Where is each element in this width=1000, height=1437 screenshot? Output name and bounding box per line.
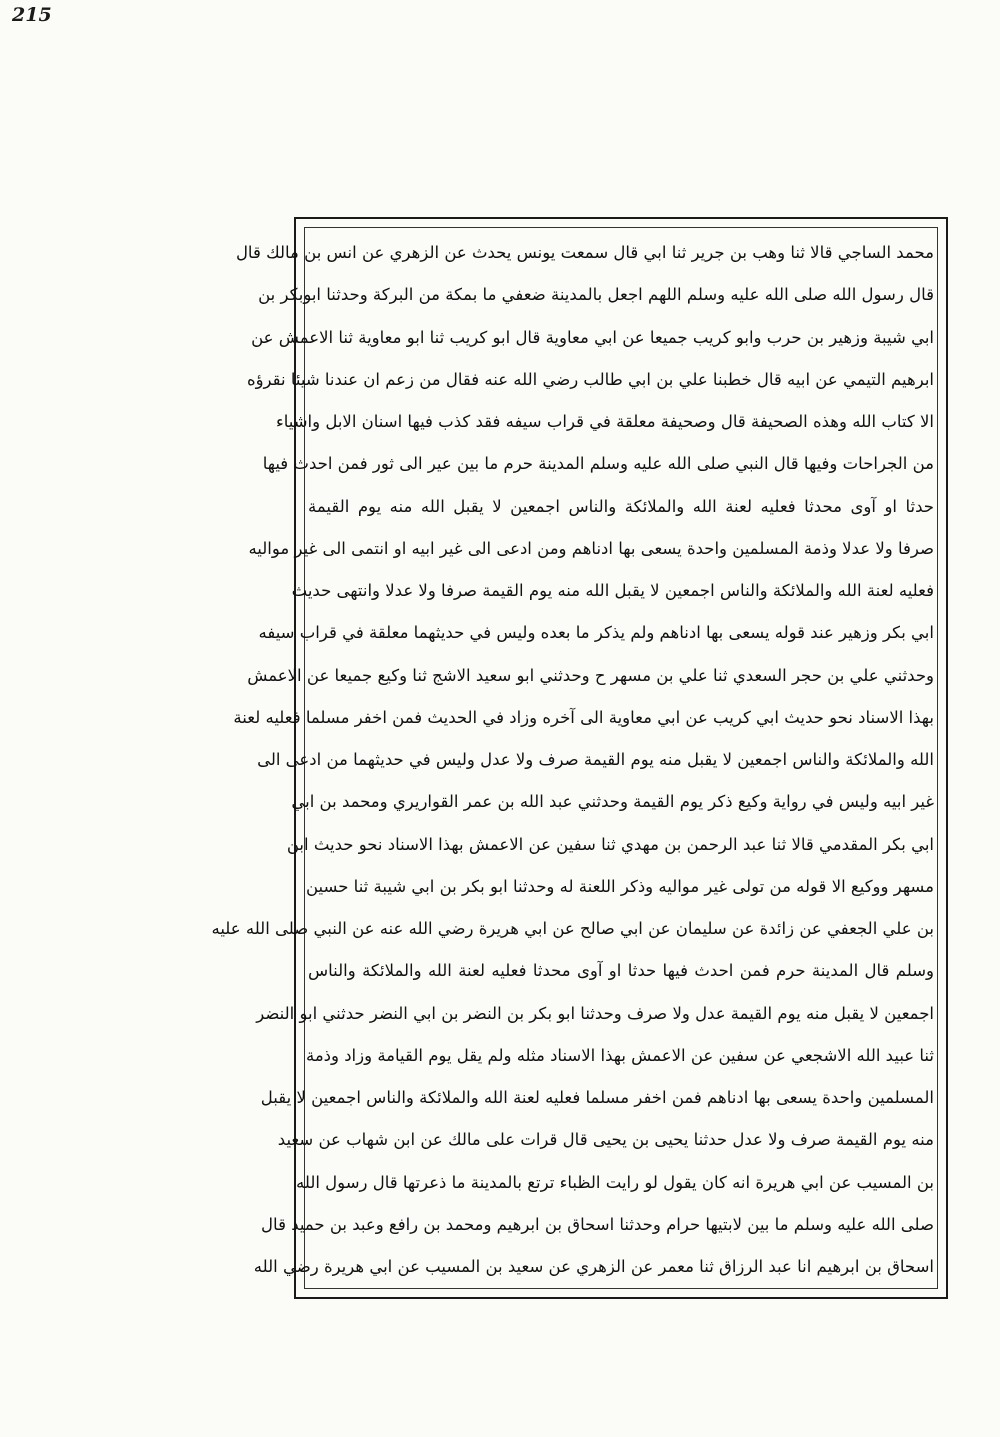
text-line: صرفا ولا عدلا وذمة المسلمين واحدة يسعى بها ادناهم ومن ادعى الى غير ابيه او انتمى الى غير مواليه xyxy=(248,538,934,558)
text-line: من الجراحات وفيها قال النبي صلى الله عليه وسلم المدينة حرم ما بين عير الى ثور فمن احدث فيها xyxy=(262,454,934,474)
text-line: ابي شيبة وزهير بن حرب وابو كريب جميعا عن ابي معاوية قال ابو كريب ثنا ابو معاوية ثنا الاعمش عن xyxy=(251,327,934,347)
text-line: ابي بكر وزهير عند قوله يسعى بها ادناهم ولم يذكر ما بعده وليس في حديثهما معلقة في قراب سيفه xyxy=(258,623,934,643)
text-line: غير ابيه وليس في رواية وكيع ذكر يوم القيمة وحدثني عبد الله بن عمر القواريري ومحمد بن ابي xyxy=(291,792,934,812)
text-line: مسهر ووكيع الا قوله من تولى غير مواليه وذكر اللعنة له وحدثنا ابو بكر بن ابي شيبة ثنا حسين xyxy=(305,876,934,896)
text-line: حدثا او آوى محدثا فعليه لعنة الله والملائكة والناس اجمعين لا يقبل الله منه يوم القيمة xyxy=(308,496,934,516)
text-line: قال رسول الله صلى الله عليه وسلم اللهم اجعل بالمدينة ضعفي ما بمكة من البركة وحدثنا ابوبكر بن xyxy=(258,285,934,305)
text-line: وحدثني علي بن حجر السعدي ثنا علي بن مسهر ح وحدثني ابو سعيد الاشج ثنا وكيع جميعا عن الاعمش xyxy=(247,665,934,685)
text-line: ابي بكر المقدمي قالا ثنا عبد الرحمن بن مهدي ثنا سفين عن الاعمش بهذا الاسناد نحو حديث ابن xyxy=(286,834,934,854)
text-line: فعليه لعنة الله والملائكة والناس اجمعين لا يقبل الله منه يوم القيمة صرفا ولا عدلا وانتهى حديث xyxy=(291,581,934,600)
text-line: محمد الساجي قالا ثنا وهب بن جرير ثنا ابي قال سمعت يونس يحدث عن الزهري عن انس بن مالك قال xyxy=(235,243,934,262)
text-line: المسلمين واحدة يسعى بها ادناهم فمن اخفر مسلما فعليه لعنة الله والملائكة والناس اجمعين لا يقبل xyxy=(260,1088,934,1107)
text-line: ثنا عبيد الله الاشجعي عن سفين عن الاعمش بهذا الاسناد مثله ولم يقل يوم القيامة وزاد وذمة xyxy=(305,1045,934,1065)
text-line: الا كتاب الله وهذه الصحيفة قال وصحيفة معلقة في قراب سيفه فقد كذب فيها اسنان الابل واشياء xyxy=(275,412,934,431)
text-line: بن علي الجعفي عن زائدة عن سليمان عن ابي صالح عن ابي هريرة رضي الله عنه عن النبي صلى الله عليه xyxy=(211,919,934,938)
manuscript-text-block xyxy=(211,233,934,1287)
text-line: ابرهيم التيمي عن ابيه قال خطبنا علي بن ابي طالب رضي الله عنه فقال من زعم ان عندنا شيئا نقرؤه xyxy=(246,369,934,389)
page-number: 215 xyxy=(12,4,52,26)
text-line: صلى الله عليه وسلم ما بين لابتيها حرام وحدثنا اسحاق بن ابرهيم ومحمد بن رافع وعبد بن حميد قال xyxy=(261,1214,934,1234)
text-line: الله والملائكة والناس اجمعين لا يقبل منه يوم القيمة صرف ولا عدل وليس في حديثهما من ادعى الى xyxy=(257,750,934,769)
text-frame xyxy=(211,217,948,1299)
text-line: منه يوم القيمة صرف ولا عدل حدثنا يحيى بن يحيى قال قرات على مالك عن ابن شهاب عن سعيد xyxy=(277,1130,934,1150)
text-line: بهذا الاسناد نحو حديث ابي كريب عن ابي معاوية الى آخره وزاد في الحديث فمن اخفر مسلما فعليه لعنة xyxy=(233,707,934,727)
text-line: اجمعين لا يقبل منه يوم القيمة عدل ولا صرف وحدثنا ابو بكر بن النضر بن ابي النضر حدثني ابو النضر xyxy=(256,1003,934,1023)
text-line: وسلم قال المدينة حرم فمن احدث فيها حدثا او آوى محدثا فعليه لعنة الله والملائكة والناس xyxy=(308,961,934,981)
text-line: اسحاق بن ابرهيم انا عبد الرزاق ثنا معمر عن الزهري عن سعيد بن المسيب عن ابي هريرة رضي الله xyxy=(253,1257,934,1276)
text-line: بن المسيب عن ابي هريرة انه كان يقول لو رايت الظباء ترتع بالمدينة ما ذعرتها قال رسول الله xyxy=(296,1172,934,1192)
